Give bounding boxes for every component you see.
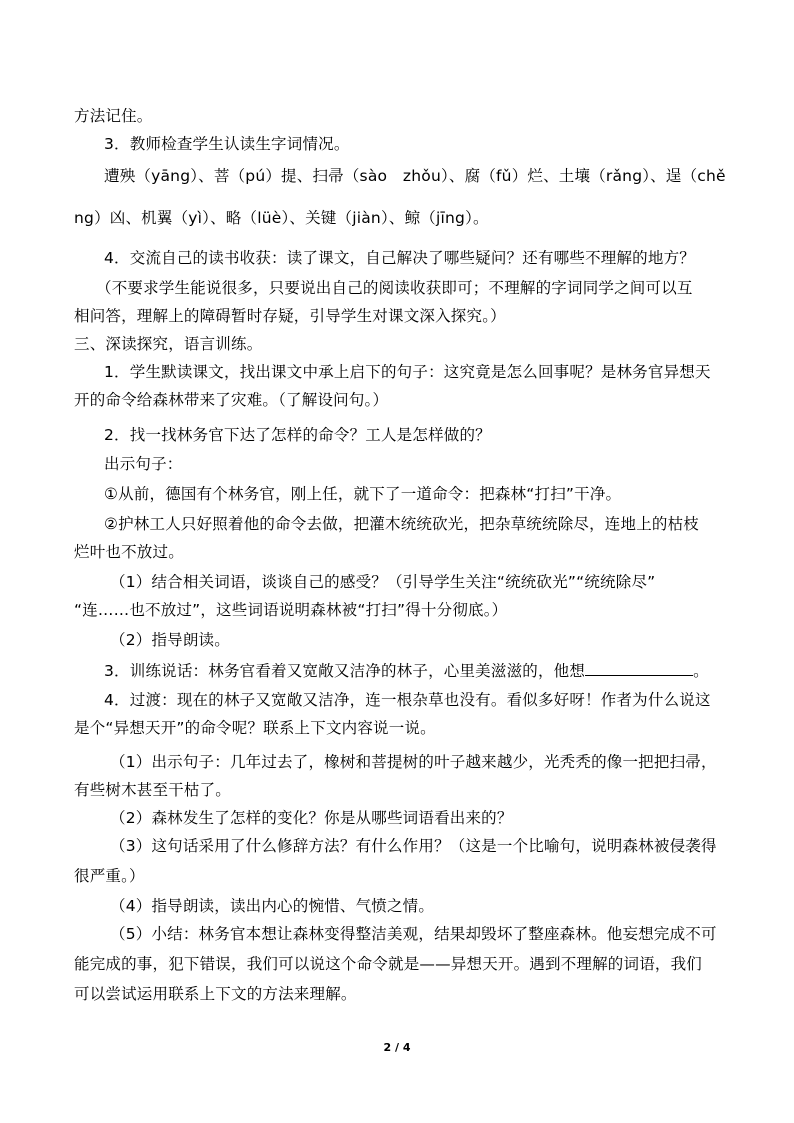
quoted-sentence: ②护林工人只好照着他的命令去做，把灌木统统砍光，把杂草统统除尽，连地上的枯枝 [104, 515, 699, 533]
text-line: （2）森林发生了怎样的变化？你是从哪些词语看出来的？ [110, 809, 513, 827]
text-line: 可以尝试运用联系上下文的方法来理解。 [74, 985, 357, 1003]
quoted-sentence: ①从前，德国有个林务官，刚上任，就下了一道命令：把森林“打扫”干净。 [104, 485, 622, 503]
text-line: 4．交流自己的读书收获：读了课文，自己解决了哪些疑问？还有哪些不理解的地方？ [104, 249, 695, 267]
page-number: 2 / 4 [383, 1041, 411, 1054]
text-line: 有些树木甚至干枯了。 [74, 781, 232, 799]
text-line: 遭殃（yāng）、菩（pú）提、扫帚（sào zhǒu）、腐（fǔ）烂、土壤（rǎng）、逞（chě [104, 167, 726, 185]
text-line: 是个“异想天开”的命令呢？联系上下文内容说一说。 [74, 719, 436, 737]
text-segment: 。 [693, 662, 709, 680]
text-line: 烂叶也不放过。 [74, 543, 184, 561]
text-line: 4．过渡：现在的林子又宽敞又洁净，连一根杂草也没有。看似多好呀！作者为什么说这 [104, 691, 711, 709]
text-line: （4）指导朗读，读出内心的惋惜、气愤之情。 [110, 897, 435, 915]
text-line: 2．找一找林务官下达了怎样的命令？工人是怎样做的？ [104, 426, 491, 444]
text-line: 很严重。） [74, 867, 145, 885]
text-line: 3．教师检查学生认读生字词情况。 [104, 135, 350, 153]
text-line: （1）结合相关词语，谈谈自己的感受？（引导学生关注“统统砍光”“统统除尽” [110, 573, 656, 591]
text-line: “连……也不放过”，这些词语说明森林被“打扫”得十分彻底。） [74, 601, 508, 619]
text-line: （2）指导朗读。 [110, 631, 230, 649]
text-line: （3）这句话采用了什么修辞方法？有什么作用？（这是一个比喻句，说明森林被侵袭得 [110, 837, 717, 855]
text-line: （1）出示句子：几年过去了，橡树和菩提树的叶子越来越少，光秃秃的像一把把扫帚， [110, 753, 717, 771]
text-line: （不要求学生能说很多，只要说出自己的阅读收获即可；不理解的字词同学之间可以互 [96, 279, 693, 297]
text-line: 出示句子： [104, 455, 183, 473]
text-line: 开的命令给森林带来了灾难。（了解设问句。） [74, 391, 389, 409]
text-line: 1．学生默读课文，找出课文中承上启下的句子：这究竟是怎么回事呢？是林务官异想天 [104, 363, 711, 381]
fill-in-blank[interactable] [585, 660, 693, 676]
section-heading: 三、深读探究，语言训练。 [74, 335, 263, 353]
text-segment: 3．训练说话：林务官看着又宽敞又洁净的林子，心里美滋滋的，他想 [104, 662, 586, 680]
text-line: 能完成的事，犯下错误，我们可以说这个命令就是——异想天开。遇到不理解的词语，我们 [74, 955, 703, 973]
text-line [104, 660, 744, 681]
text-line: ng）凶、机翼（yì）、略（lüè）、关键（jiàn）、鲸（jīng）。 [74, 209, 489, 227]
text-line: 相问答，理解上的障碍暂时存疑，引导学生对课文深入探究。） [74, 307, 506, 325]
text-line: （5）小结：林务官本想让森林变得整洁美观，结果却毁坏了整座森林。他妄想完成不可 [110, 925, 717, 943]
text-line: 方法记住。 [74, 107, 153, 125]
